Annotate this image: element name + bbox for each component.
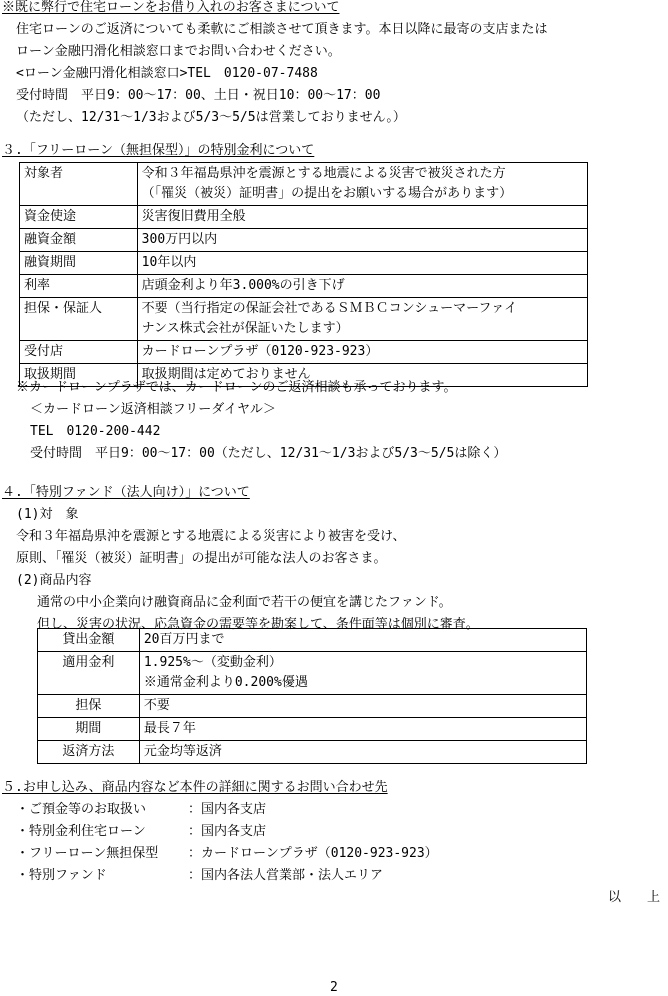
existing-loan-line-2: ローン金融円滑化相談窓口までお問い合わせください。 [16,44,341,59]
row-label: 受付店 [20,341,138,364]
page-number: 2 [330,980,338,995]
contact-value: ：国内各支店 [188,802,267,817]
existing-loan-line-3: <ローン金融円滑化相談窓口>TEL 0120-07-7488 [16,66,318,81]
row-value: 災害復旧費用全般 [137,206,587,229]
row-label: 融資金額 [20,229,138,252]
row-label: 期間 [38,718,140,741]
contact-value: ：カードローンプラザ（0120-923-923） [188,846,438,861]
special-fund-table [37,628,587,764]
table-row [20,341,588,364]
existing-loan-line-5: （ただし、12/31～1/3および5/3～5/5は営業しておりません。） [16,110,406,125]
table-row [20,229,588,252]
card-loan-hours: 受付時間 平日9：00～17：00（ただし、12/31～1/3および5/3～5/5は除く） [30,446,507,461]
target-heading: (1)対 象 [16,507,79,522]
row-value: 最長７年 [139,718,586,741]
row-value: 店頭金利より年3.000%の引き下げ [137,275,587,298]
table-row [38,695,587,718]
card-loan-note: ※カードローンプラザでは、カードローンのご返済相談も承っております。 [16,380,457,395]
row-value: 不要 [139,695,586,718]
product-heading: (2)商品内容 [16,573,92,588]
closing-remark: 以 上 [608,890,661,905]
existing-loan-line-4: 受付時間 平日9：00～17：00、土日・祝日10：00～17：00 [16,88,381,103]
row-value: 1.925%～（変動金利） ※通常金利より0.200%優遇 [139,652,586,695]
section-4-heading: ４.「特別ファンド（法人向け）」について [2,485,250,500]
row-value: 10年以内 [137,252,587,275]
target-line-2: 原則、「罹災（被災）証明書」の提出が可能な法人のお客さま。 [16,551,387,566]
table-row [20,298,588,341]
free-loan-table [19,162,588,387]
table-row [38,652,587,695]
row-value: 元金均等返済 [139,741,586,764]
row-value: 300万円以内 [137,229,587,252]
row-value: カードローンプラザ（0120-923-923） [137,341,587,364]
row-value: 取扱期間は定めておりません [137,364,587,387]
row-label: 担保 [38,695,140,718]
existing-loan-line-1: 住宅ローンのご返済についても柔軟にご相談させて頂きます。本日以降に最寄の支店または [16,22,548,37]
row-label: 貸出金額 [38,629,140,652]
table-row [20,252,588,275]
target-line-1: 令和３年福島県沖を震源とする地震による災害により被害を受け、 [16,529,406,544]
table-row [38,741,587,764]
product-line-2: 但し、災害の状況、応急資金の需要等を勘案して、条件面等は個別に審査。 [37,617,479,632]
table-row [20,163,588,206]
contact-item: ・フリーローン無担保型 [16,846,159,861]
row-label: 返済方法 [38,741,140,764]
table-row [38,718,587,741]
row-value: 20百万円まで [139,629,586,652]
section-3-heading: ３.「フリーローン（無担保型）」の特別金利について [2,143,315,158]
table-row [20,206,588,229]
product-line-1: 通常の中小企業向け融資商品に金利面で若干の便宜を講じたファンド。 [37,595,452,610]
contact-item: ・特別ファンド [16,868,107,883]
section-5-heading: ５.お申し込み、商品内容など本件の詳細に関するお問い合わせ先 [2,780,388,795]
row-label: 融資期間 [20,252,138,275]
table-row [38,629,587,652]
row-value: 令和３年福島県沖を震源とする地震による災害で被災された方 （「罹災（被災）証明書」の提出をお願いする場合があります） [137,163,587,206]
row-label: 利率 [20,275,138,298]
table-row [20,275,588,298]
existing-loan-heading: ※既に弊行で住宅ローンをお借り入れのお客さまについて [2,0,340,15]
row-label: 取扱期間 [20,364,138,387]
contact-value: ：国内各法人営業部・法人エリア [188,868,384,883]
row-value: 不要（当行指定の保証会社であるＳＭＢＣコンシューマーファイ ナンス株式会社が保証いたします） [137,298,587,341]
card-loan-dial-title: ＜カードローン返済相談フリーダイヤル＞ [30,402,276,417]
row-label: 対象者 [20,163,138,206]
card-loan-tel: TEL 0120-200-442 [30,424,161,439]
row-label: 適用金利 [38,652,140,695]
row-label: 資金使途 [20,206,138,229]
contact-item: ・特別金利住宅ローン [16,824,146,839]
row-label: 担保・保証人 [20,298,138,341]
contact-value: ：国内各支店 [188,824,267,839]
contact-item: ・ご預金等のお取扱い [16,802,147,817]
